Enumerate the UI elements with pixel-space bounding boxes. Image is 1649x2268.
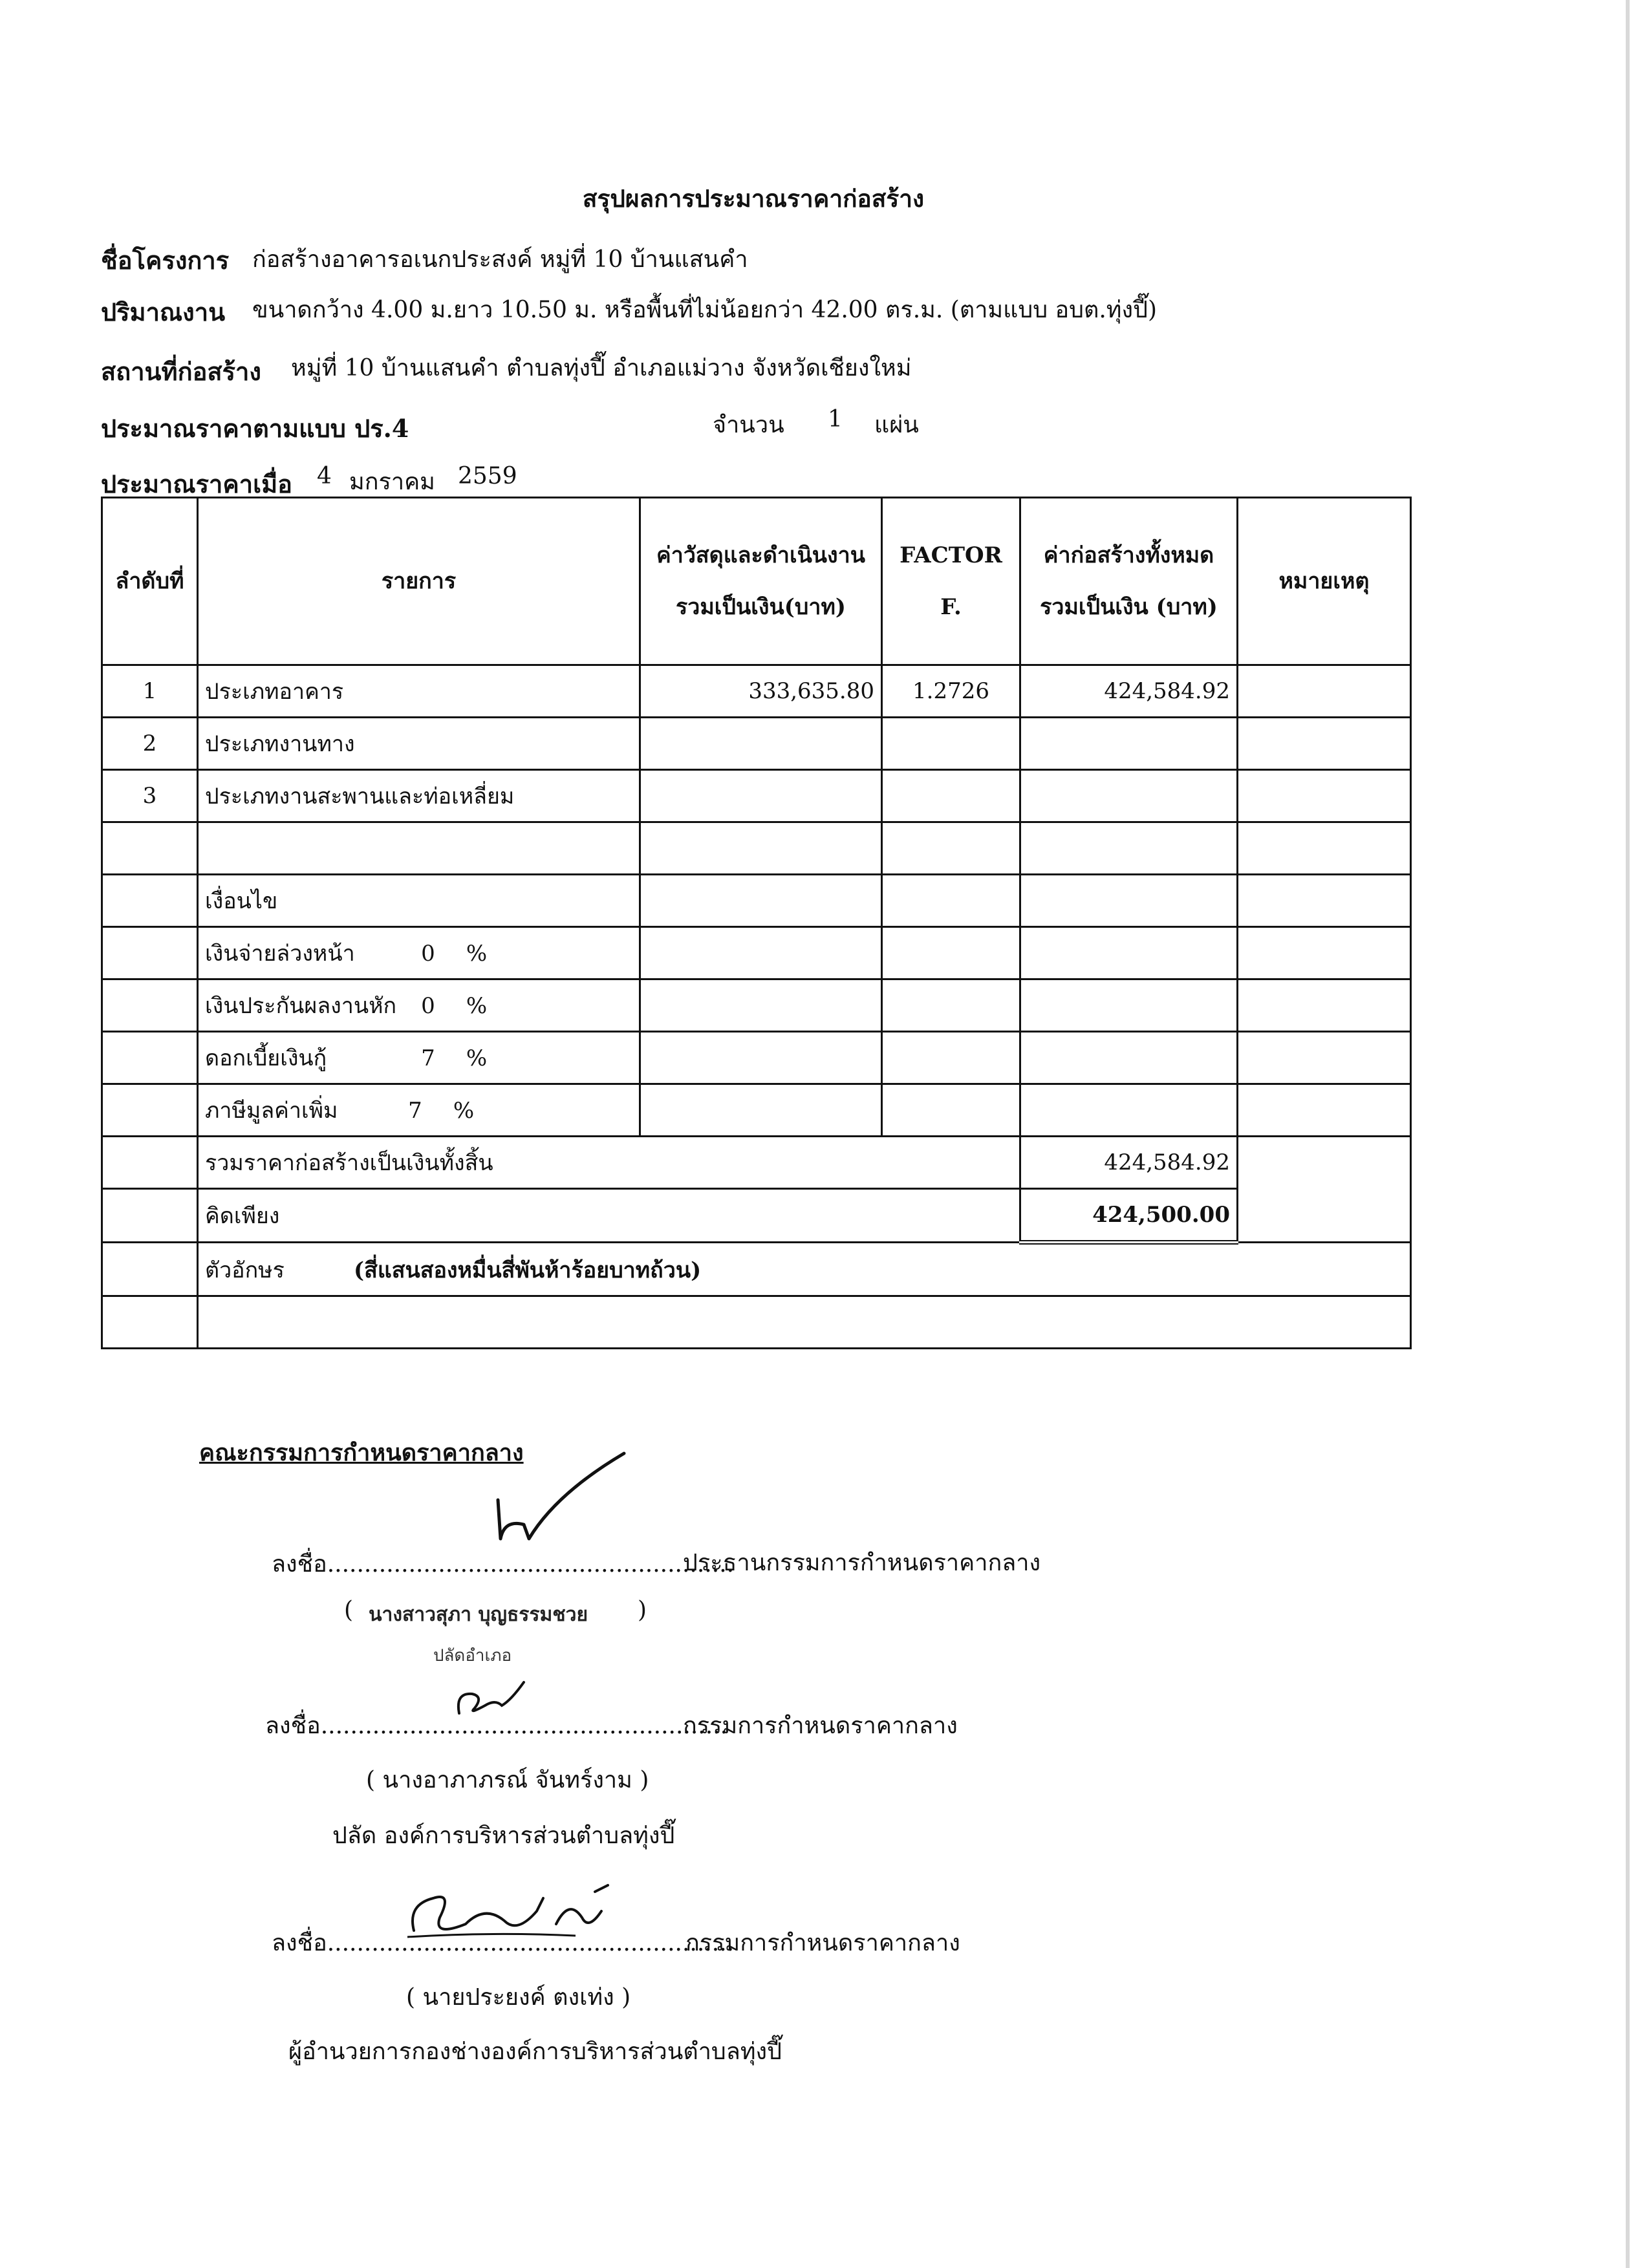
estimate-date-year: 2559 <box>458 463 517 489</box>
position-member-2: ปลัด องค์การบริหารส่วนตำบลทุ่งปี๊ <box>332 1823 675 1849</box>
condition-value: 7 <box>408 1098 422 1124</box>
condition-label: เงินประกันผลงานหัก <box>205 993 397 1019</box>
condition-value: 0 <box>421 993 435 1019</box>
estimate-count-label: จำนวน <box>713 412 784 438</box>
header-factor-line2: F. <box>940 594 962 620</box>
sum-row <box>102 1137 1411 1189</box>
location-value: หมู่ที่ 10 บ้านแสนคำ ตำบลทุ่งปี๊ อำเภอแม่วาง จังหวัดเชียงใหม่ <box>291 355 912 381</box>
table-row-empty <box>102 1296 1411 1349</box>
condition-retention <box>198 979 640 1032</box>
role-member-2: กรรมการกำหนดราคากลาง <box>683 1713 958 1739</box>
quantity-label: ปริมาณงาน <box>101 297 226 326</box>
estimate-form-label: ประมาณราคาตามแบบ ปร.4 <box>101 414 409 443</box>
condition-label: เงินจ่ายล่วงหน้า <box>205 941 355 967</box>
row-item: ประเภทงานสะพานและท่อเหลี่ยม <box>198 770 640 822</box>
signature-chairman <box>479 1442 634 1552</box>
table-header-row <box>102 498 1411 665</box>
row-remark <box>1238 770 1411 822</box>
document-title: สรุปผลการประมาณราคาก่อสร้าง <box>582 184 925 213</box>
row-total <box>1020 770 1238 822</box>
sign-line-chairman: ลงชื่อ....................................................... <box>272 1551 735 1578</box>
row-total <box>1020 718 1238 770</box>
condition-label: ภาษีมูลค่าเพิ่ม <box>205 1098 338 1124</box>
condition-row <box>102 1084 1411 1137</box>
header-material-line1: ค่าวัสดุและดำเนินงาน <box>656 542 865 568</box>
final-row <box>102 1189 1411 1243</box>
estimate-table <box>101 497 1412 1349</box>
final-label: คิดเพียง <box>198 1189 1020 1243</box>
project-label: ชื่อโครงการ <box>101 246 230 275</box>
estimate-count: 1 <box>828 406 843 433</box>
header-material-line2: รวมเป็นเงิน(บาท) <box>676 594 846 620</box>
name-member-3: ( นายประยงค์ ตงเท่ง ) <box>406 1984 631 2011</box>
condition-advance-payment <box>198 927 640 979</box>
position-chairman: ปลัดอำเภอ <box>433 1646 512 1665</box>
condition-label: ดอกเบี้ยเงินกู้ <box>205 1045 327 1071</box>
words-cell <box>198 1243 1411 1296</box>
sum-label: รวมราคาก่อสร้างเป็นเงินทั้งสิ้น <box>198 1137 1020 1189</box>
header-total-line1: ค่าก่อสร้างทั้งหมด <box>1043 542 1214 568</box>
header-remark: หมายเหตุ <box>1238 498 1411 665</box>
row-remark <box>1238 718 1411 770</box>
role-chairman: ประธานกรรมการกำหนดราคากลาง <box>683 1550 1041 1576</box>
name-member-2: ( นางอาภาภรณ์ จันทร์งาม ) <box>366 1767 649 1793</box>
words-value: (สี่แสนสองหมื่นสี่พันห้าร้อยบาทถ้วน) <box>354 1257 702 1283</box>
row-remark <box>1238 665 1411 718</box>
name-close-chairman: ) <box>638 1597 647 1623</box>
row-factor: 1.2726 <box>882 665 1020 718</box>
table-row <box>102 770 1411 822</box>
conditions-heading-row <box>102 875 1411 927</box>
location-label: สถานที่ก่อสร้าง <box>101 357 261 386</box>
row-no: 2 <box>102 718 198 770</box>
condition-value: 0 <box>421 941 435 967</box>
sum-value: 424,584.92 <box>1020 1137 1238 1189</box>
name-stamp-chairman: นางสาวสุภา บุญธรรมชวย <box>369 1603 588 1626</box>
header-total-line2: รวมเป็นเงิน (บาท) <box>1040 594 1218 620</box>
role-member-3: กรรมการกำหนดราคากลาง <box>685 1930 960 1956</box>
sign-line-member-2: ลงชื่อ....................................................... <box>265 1713 728 1739</box>
sign-line-member-3: ลงชื่อ....................................................... <box>272 1930 735 1956</box>
header-item: รายการ <box>198 498 640 665</box>
estimate-date-label: ประมาณราคาเมื่อ <box>101 469 292 498</box>
header-factor-line1: FACTOR <box>900 542 1002 568</box>
condition-unit: % <box>466 1045 488 1071</box>
row-no: 3 <box>102 770 198 822</box>
condition-row <box>102 979 1411 1032</box>
table-row <box>102 665 1411 718</box>
final-value: 424,500.00 <box>1020 1189 1238 1243</box>
row-material: 333,635.80 <box>640 665 882 718</box>
condition-interest <box>198 1032 640 1084</box>
condition-value: 7 <box>421 1045 435 1071</box>
position-member-3: ผู้อำนวยการกองช่างองค์การบริหารส่วนตำบลทุ่งปี๊ <box>288 2038 782 2065</box>
condition-vat <box>198 1084 640 1137</box>
table-row-empty <box>102 822 1411 875</box>
table-row <box>102 718 1411 770</box>
condition-unit: % <box>453 1098 475 1124</box>
estimate-count-unit: แผ่น <box>874 412 919 438</box>
row-factor <box>882 718 1020 770</box>
project-value: ก่อสร้างอาคารอเนกประสงค์ หมู่ที่ 10 บ้านแสนคำ <box>252 246 748 273</box>
words-row <box>102 1243 1411 1296</box>
name-open-chairman: ( <box>344 1597 354 1623</box>
header-total <box>1020 498 1238 665</box>
estimate-date-month: มกราคม <box>349 469 435 495</box>
header-no: ลำดับที่ <box>102 498 198 665</box>
row-material <box>640 718 882 770</box>
row-material <box>640 770 882 822</box>
conditions-label: เงื่อนไข <box>198 875 640 927</box>
row-total: 424,584.92 <box>1020 665 1238 718</box>
condition-row <box>102 1032 1411 1084</box>
condition-unit: % <box>466 941 488 967</box>
words-label: ตัวอักษร <box>205 1257 285 1283</box>
row-item: ประเภทอาคาร <box>198 665 640 718</box>
row-factor <box>882 770 1020 822</box>
scan-edge <box>1626 0 1630 2268</box>
estimate-date-day: 4 <box>317 463 332 489</box>
condition-row <box>102 927 1411 979</box>
condition-unit: % <box>466 993 488 1019</box>
header-factor <box>882 498 1020 665</box>
committee-heading: คณะกรรมการกำหนดราคากลาง <box>199 1439 524 1466</box>
header-material <box>640 498 882 665</box>
row-no: 1 <box>102 665 198 718</box>
quantity-value: ขนาดกว้าง 4.00 ม.ยาว 10.50 ม. หรือพื้นที่ไม่น้อยกว่า 42.00 ตร.ม. (ตามแบบ อบต.ทุ่งปี๊) <box>252 297 1158 323</box>
row-item: ประเภทงานทาง <box>198 718 640 770</box>
